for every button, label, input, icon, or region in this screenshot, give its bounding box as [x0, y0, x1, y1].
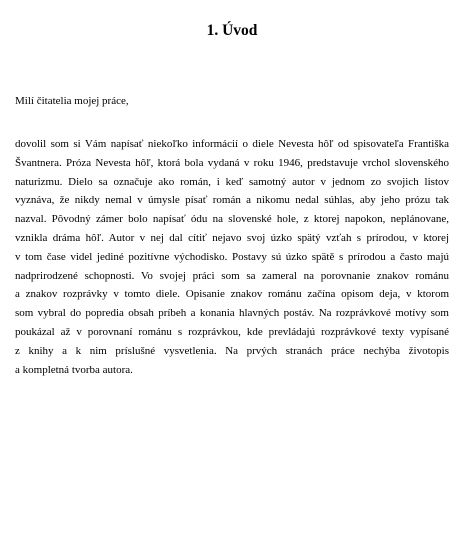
paragraph-line: z knihy a k nim príslušné vysvetlenia. Na prvých stranách práce nechýba životopis	[15, 344, 449, 357]
body-paragraph	[15, 135, 449, 379]
page-title: 1. Úvod	[206, 22, 258, 39]
paragraph-line: a kompletná tvorba autora.	[15, 363, 133, 376]
paragraph-line: Švantnera. Próza Nevesta hôľ, ktorá bola vydaná v roku 1946, predstavuje vrchol slovenského	[15, 156, 449, 169]
paragraph-line: som vybral do popredia obsah príbeh a konania hlavných postáv. Na rozprávkové motívy som	[15, 307, 449, 320]
paragraph-line: a znakov rozprávky v tomto diele. Opisanie znakov románu začína opisom deja, v ktorom	[15, 288, 449, 301]
paragraph-line: poukázal až v porovnaní románu s rozprávkou, kde prevládajú rozprávkové texty vypísané	[15, 325, 449, 338]
salutation: Milí čitatelia mojej práce,	[15, 95, 129, 107]
paragraph-line: vznikla dráma hôľ. Autor v nej dal cítiť nejavo svoj úzko spätý vzťah s prírodou, v ktorej	[15, 231, 449, 244]
paragraph-line: nazval. Pôvodný zámer bolo napísať ódu na slovenské hole, z ktorej napokon, neplánovane,	[15, 213, 449, 226]
paragraph-line: vyznáva, že nikdy nemal v úmysle písať román a nikomu nedal súhlas, aby jeho prózu tak	[15, 194, 449, 207]
paragraph-line: naturizmu. Dielo sa označuje ako román, i keď samotný autor v jednom zo svojich listov	[15, 175, 449, 188]
paragraph-line: nadprirodzené schopnosti. Vo svojej práci som sa zameral na porovnanie znakov románu	[15, 269, 449, 282]
paragraph-line: dovolil som si Vám napísať niekoľko informácií o diele Nevesta hôľ od spisovateľa Františka	[15, 138, 449, 150]
paragraph-line: v tom čase videl jediné pozitívne východisko. Postavy sú úzko spätě s prírodou a často majú	[15, 250, 449, 263]
